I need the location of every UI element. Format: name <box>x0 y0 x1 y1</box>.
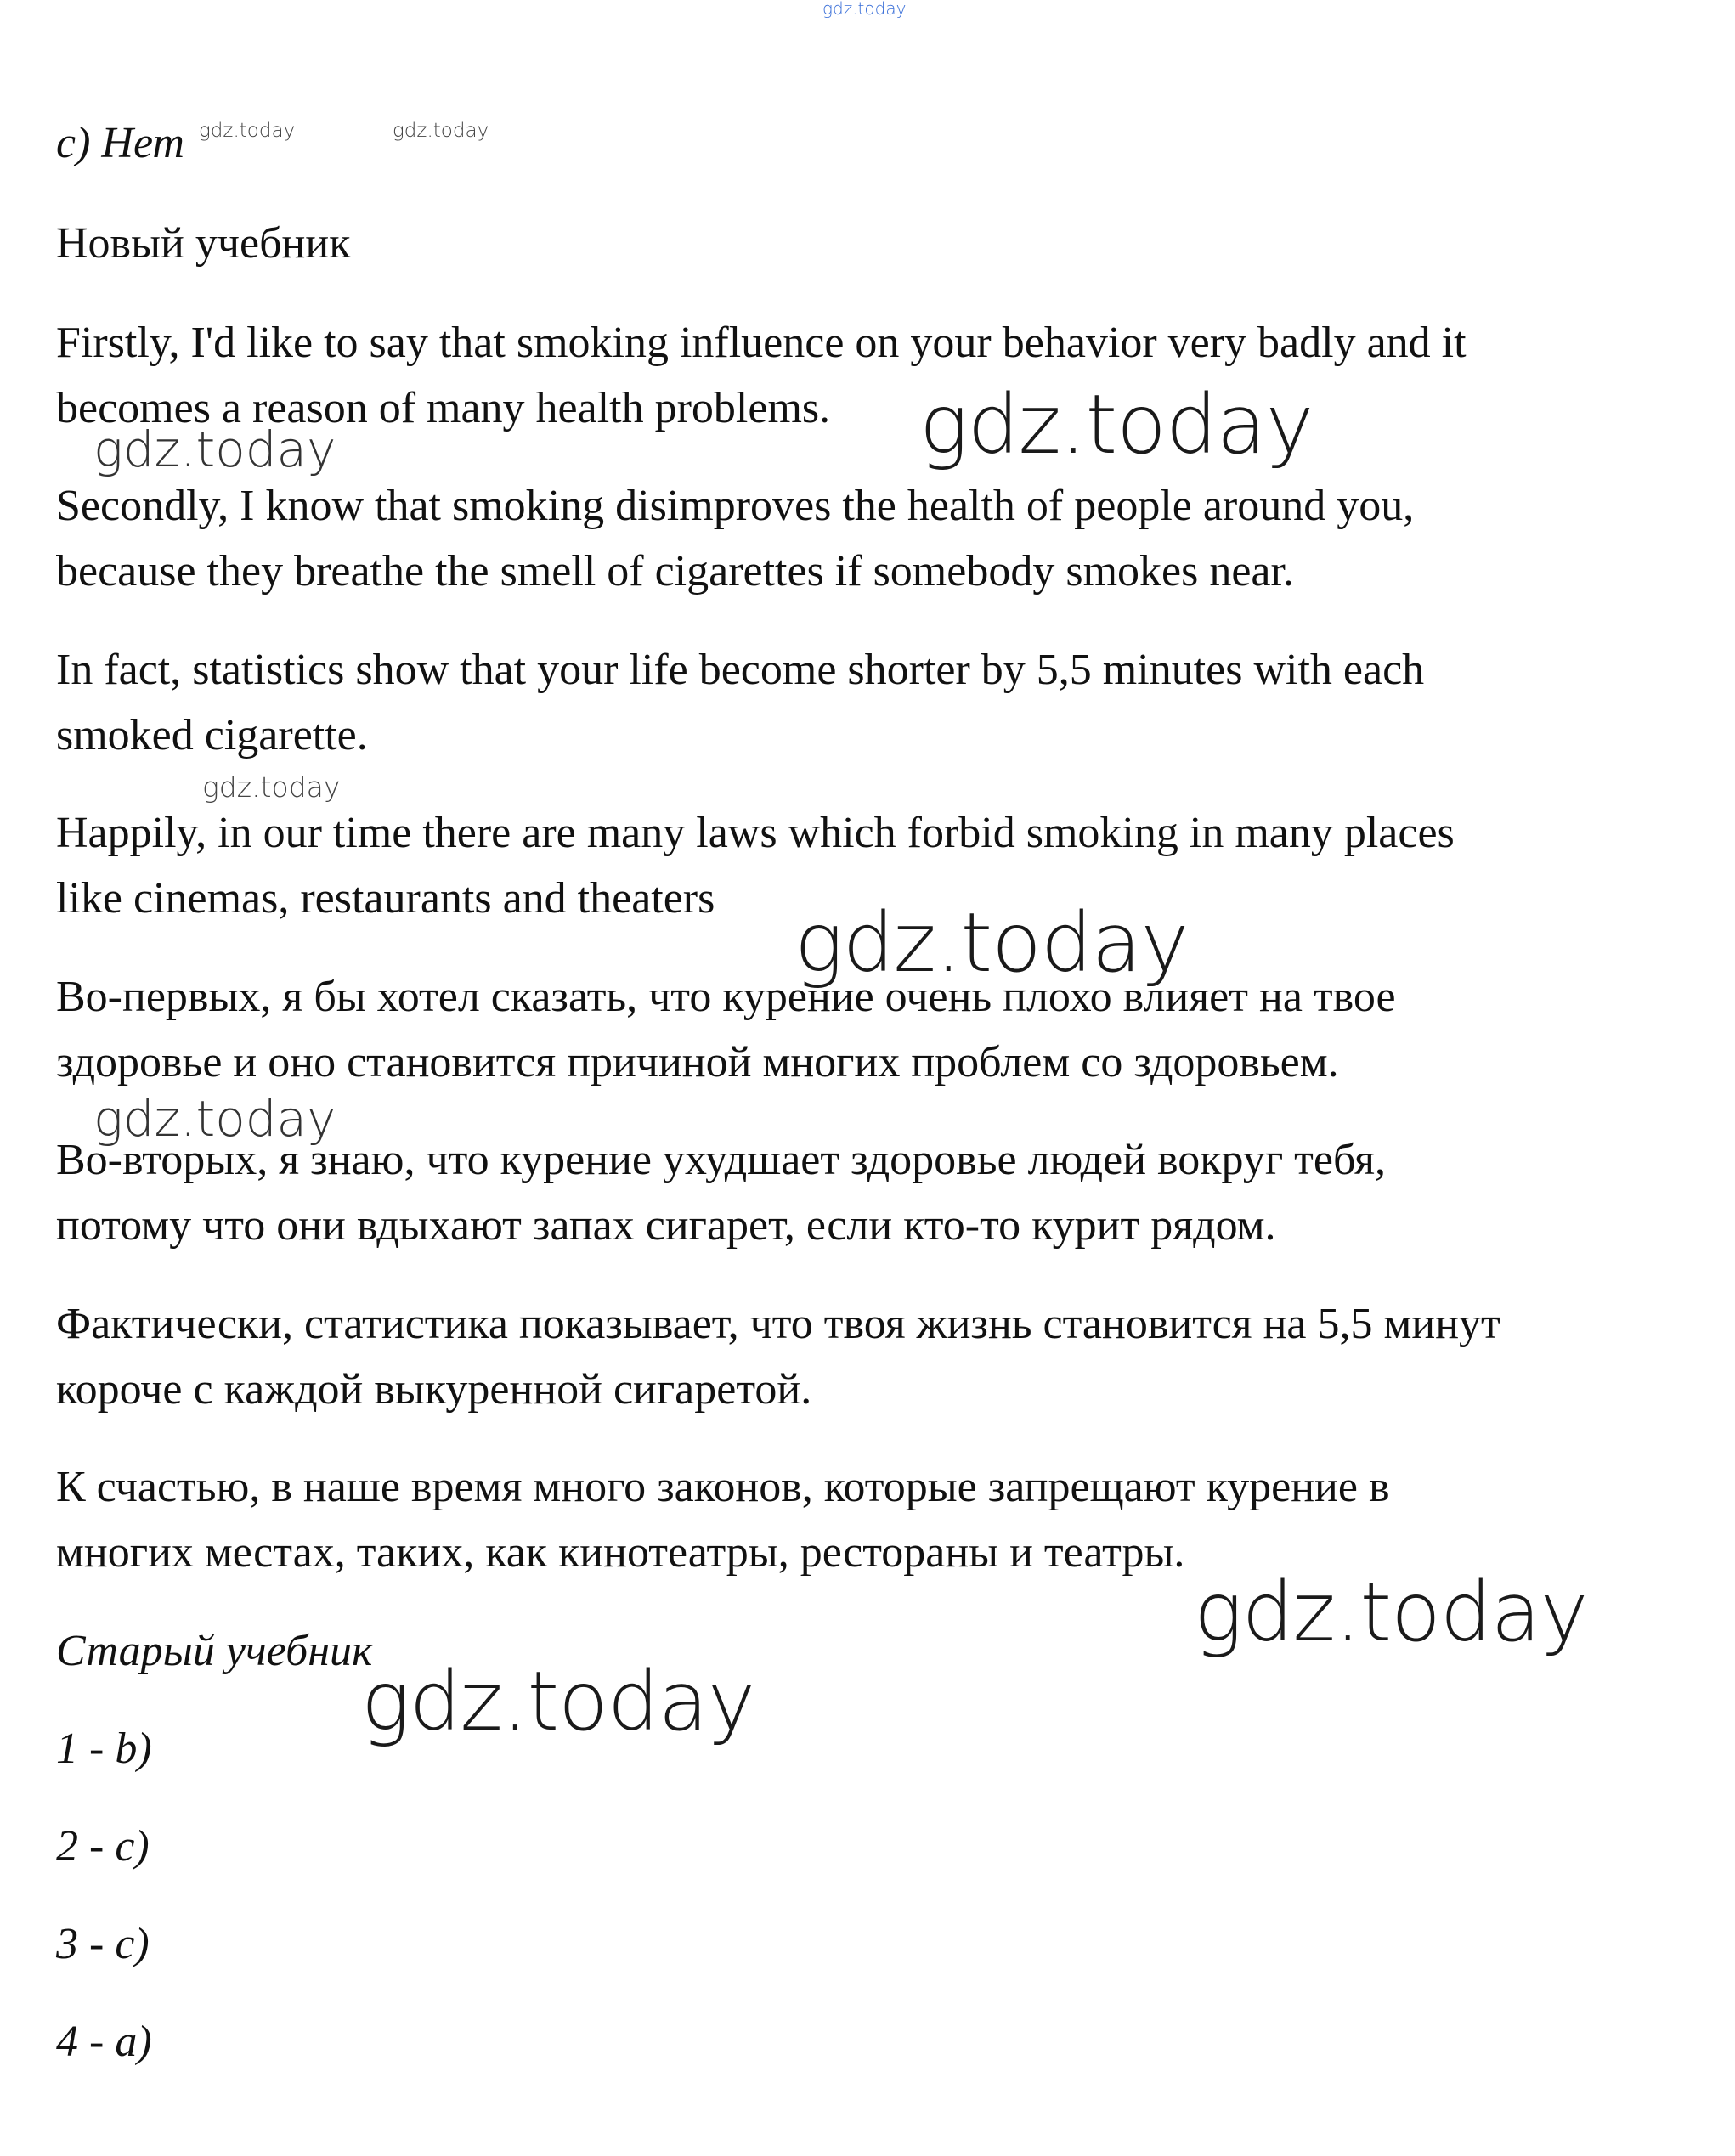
answer-3: 3 - c) <box>56 1920 150 1968</box>
russian-p4-line1: К счастью, в наше время много законов, которые запрещают курение в <box>56 1463 1390 1511</box>
old-textbook-heading: Старый учебник <box>56 1627 373 1675</box>
watermark-big-2: gdz.today <box>794 895 1189 991</box>
english-p1-line1: Firstly, I'd like to say that smoking influence on your behavior very badly and it <box>56 319 1467 367</box>
russian-p2-line1: Во-вторых, я знаю, что курение ухудшает здоровье людей вокруг тебя, <box>56 1136 1387 1184</box>
answer-4: 4 - a) <box>56 2018 152 2066</box>
watermark-tiny: gdz.today <box>393 120 489 142</box>
english-p4-line2: like cinemas, restaurants and theaters <box>56 874 715 923</box>
russian-p1-line1: Во-первых, я бы хотел сказать, что курение очень плохо влияет на твое <box>56 973 1396 1021</box>
english-p2-line1: Secondly, I know that smoking disimproves the health of people around you, <box>56 482 1415 530</box>
russian-p3-line2: короче с каждой выкуренной сигаретой. <box>56 1365 812 1414</box>
english-p4-line1: Happily, in our time there are many laws which forbid smoking in many places <box>56 809 1455 857</box>
english-p3-line1: In fact, statistics show that your life become shorter by 5,5 minutes with each <box>56 646 1425 694</box>
english-p1-line2: becomes a reason of many health problems. <box>56 384 831 432</box>
answer-1: 1 - b) <box>56 1724 152 1773</box>
english-p2-line2: because they breathe the smell of cigarettes if somebody smokes near. <box>56 547 1294 595</box>
watermark-big-4: gdz.today <box>361 1654 755 1749</box>
russian-p1-line2: здоровье и оно становится причиной многих проблем со здоровьем. <box>56 1038 1339 1086</box>
russian-p2-line2: потому что они вдыхают запах сигарет, если кто-то курит рядом. <box>56 1201 1276 1250</box>
answer-2: 2 - c) <box>56 1822 150 1871</box>
watermark-top: gdz.today <box>822 0 907 19</box>
watermark-big-3: gdz.today <box>1194 1565 1588 1660</box>
watermark-mid-1: gdz.today <box>93 420 336 478</box>
watermark-small-1: gdz.today <box>202 770 341 804</box>
watermark-big-1: gdz.today <box>919 377 1314 472</box>
watermark-superscript: gdz.today <box>199 120 296 142</box>
answer-c: c) Нет <box>56 119 184 167</box>
new-textbook-heading: Новый учебник <box>56 219 351 268</box>
russian-p4-line2: многих местах, таких, как кинотеатры, рестораны и театры. <box>56 1528 1185 1577</box>
russian-p3-line1: Фактически, статистика показывает, что твоя жизнь становится на 5,5 минут <box>56 1300 1500 1348</box>
watermark-mid-2: gdz.today <box>93 1090 336 1148</box>
english-p3-line2: smoked cigarette. <box>56 711 368 759</box>
